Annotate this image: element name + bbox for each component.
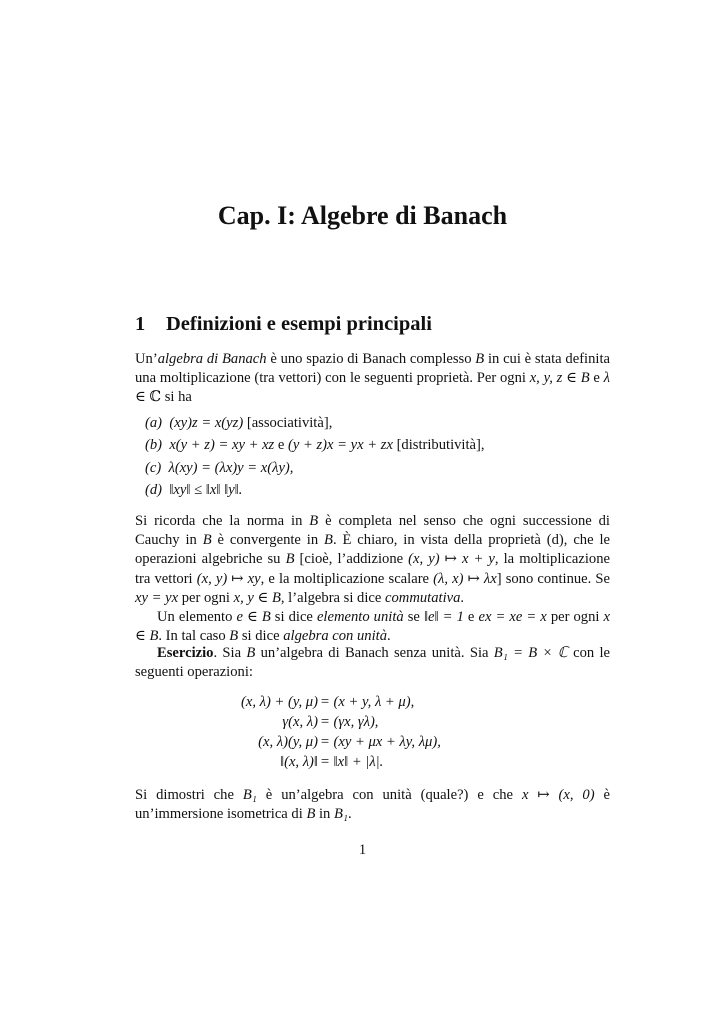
equation-row: (x, λ)(y, μ) = (xy + μx + λy, λμ), (258, 734, 441, 750)
equations-block (135, 692, 610, 772)
page-number: 1 (358, 842, 367, 858)
unit-element-paragraph: Un elemento e ∈ B si dice elemento unità se ‖e‖ = 1 e ex = xe = x per ogni x ∈ B. In tal caso B si dice algebra con unità. (135, 609, 610, 645)
term-commutative: commutativa (385, 589, 461, 606)
conclusion-paragraph: Si dimostri che B₁ è un’algebra con unità (quale?) e che x ↦ (x, 0) è un’immersione isometrica di B in B₁. (135, 787, 610, 823)
list-item: (b) x(y + z) = xy + xz e (y + z)x = yx + zx [distributività], (145, 437, 485, 454)
list-item: (d) ‖xy‖ ≤ ‖x‖ ‖y‖. (145, 482, 243, 499)
section-number: 1 (135, 313, 146, 335)
term-unit-element: elemento unità (316, 609, 404, 626)
exercise-label: Esercizio (157, 645, 214, 661)
list-item: (a) (xy)z = x(yz) [associatività], (145, 415, 333, 431)
equation-row: γ(x, λ) = (γx, γλ), (282, 714, 379, 730)
term-banach-algebra: algebra di Banach (157, 351, 267, 367)
properties-list (145, 412, 615, 502)
list-item: (c) λ(xy) = (λx)y = x(λy), (145, 459, 294, 476)
term-unital-algebra: algebra con unità (283, 628, 387, 645)
continuity-paragraph: Si ricorda che la norma in B è completa nel senso che ogni successione di Cauchy in B è convergente in B. È chiaro, in vista della proprietà (d), che le operazioni algebriche su B [cioè, l’addizione (x, y) ↦ x + y, la moltiplicazione tra vettori (x, y) ↦ xy, e la moltiplicazione scalare (λ, x) ↦ λx] sono continue. Se xy = yx per ogni x, y ∈ B, l’algebra si dice commutativa. Un elemento e ∈ B si dice elemento unità se ‖e‖ = 1 e ex = xe = x per ogni x ∈ B. In tal caso B si dice algebra con unità. (135, 512, 610, 646)
equation-row: ‖(x, λ)‖ = ‖x‖ + |λ|. (279, 754, 384, 770)
intro-paragraph: Un’algebra di Banach è uno spazio di Banach complesso B in cui è stata definita una moltiplicazione (tra vettori) con le seguenti proprietà. Per ogni x, y, z ∈ B e λ ∈ ℂ si ha (135, 351, 610, 406)
section-title (135, 313, 615, 336)
exercise-paragraph: Esercizio. Sia B un’algebra di Banach senza unità. Sia B₁ = B × ℂ con le seguenti operazioni: (135, 645, 611, 681)
chapter-title: Cap. I: Algebre di Banach (217, 201, 508, 230)
equation-row: (x, λ) + (y, μ) = (x + y, λ + μ), (241, 694, 415, 710)
section-title-text: Definizioni e esempi principali (166, 313, 432, 335)
